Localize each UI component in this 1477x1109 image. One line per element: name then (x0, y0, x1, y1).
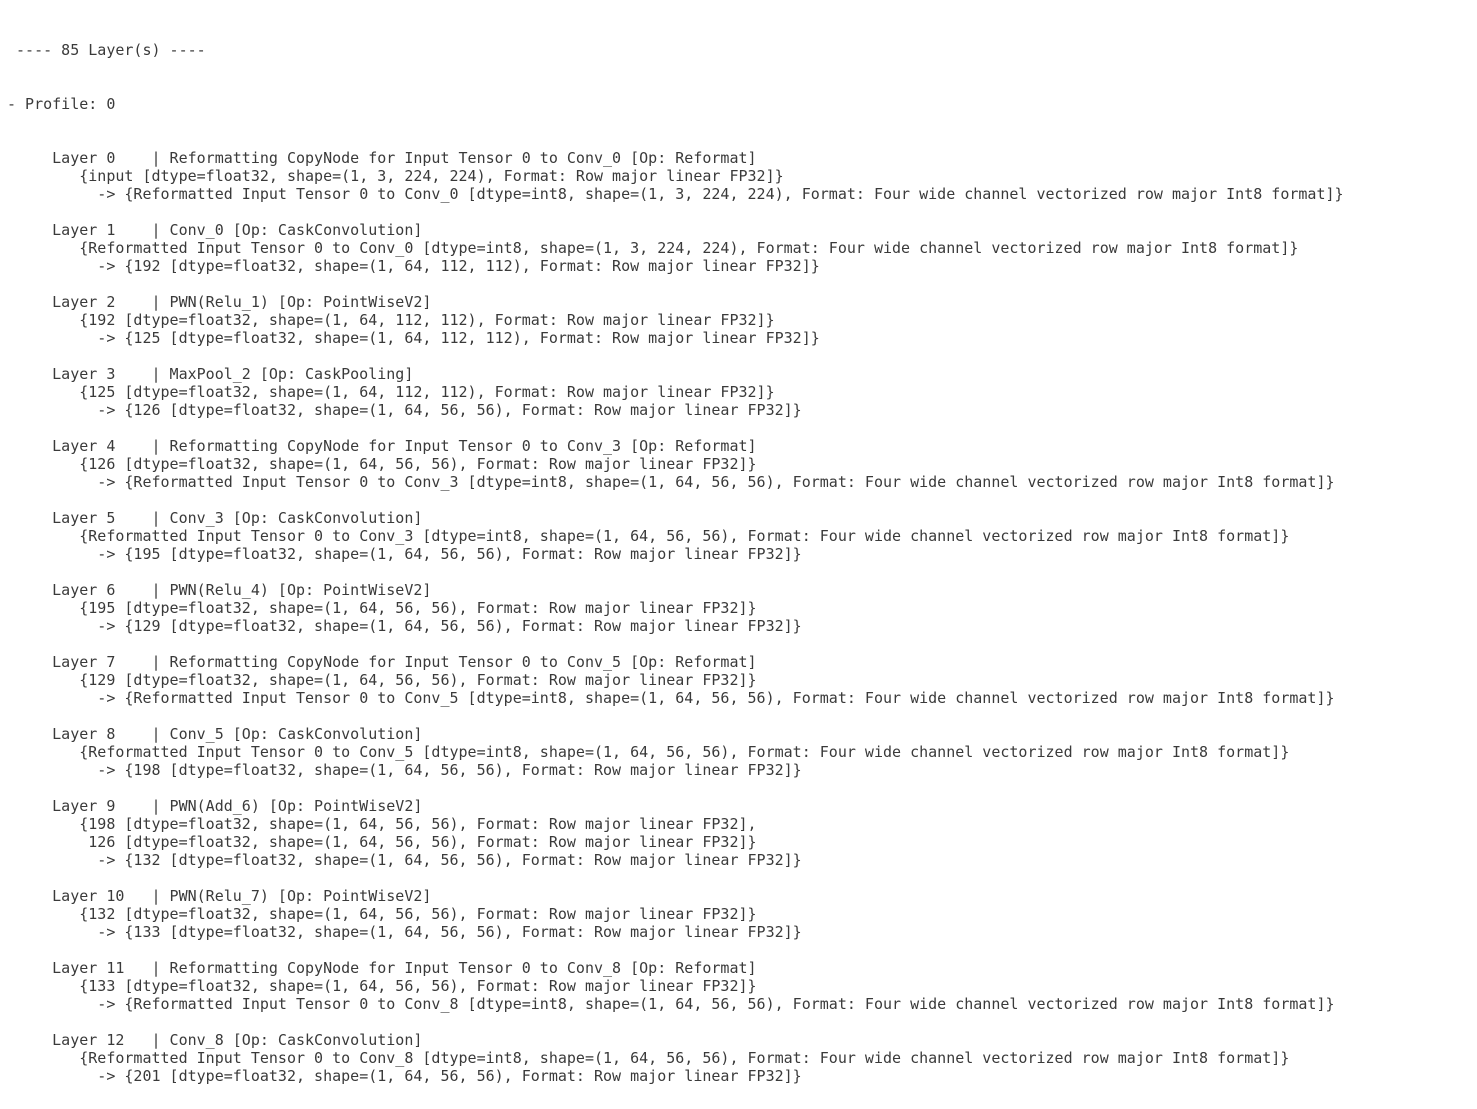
blank-line (7, 491, 1477, 509)
blank-line (7, 419, 1477, 437)
layer-title-line: Layer 5 | Conv_3 [Op: CaskConvolution] (52, 509, 423, 527)
layer-input-tensor-line: {Reformatted Input Tensor 0 to Conv_5 [dtype=int8, shape=(1, 64, 56, 56), Format: Four wide channel vectorized row major Int8 format]} (79, 743, 1290, 761)
layer-output-tensor-line: -> {192 [dtype=float32, shape=(1, 64, 112, 112), Format: Row major linear FP32]} (97, 257, 820, 275)
blank-line (7, 347, 1477, 365)
layer-input-tensor-line: {126 [dtype=float32, shape=(1, 64, 56, 56), Format: Row major linear FP32]} (79, 455, 757, 473)
layer-output-tensor-line: -> {129 [dtype=float32, shape=(1, 64, 56, 56), Format: Row major linear FP32]} (97, 617, 802, 635)
blank-line (7, 203, 1477, 221)
layer-title-line: Layer 1 | Conv_0 [Op: CaskConvolution] (52, 221, 423, 239)
layer-input-tensor-line: {Reformatted Input Tensor 0 to Conv_8 [dtype=int8, shape=(1, 64, 56, 56), Format: Four wide channel vectorized row major Int8 format]} (79, 1049, 1290, 1067)
blank-line (7, 779, 1477, 797)
layer-input-tensor-line: {Reformatted Input Tensor 0 to Conv_0 [dtype=int8, shape=(1, 3, 224, 224), Format: Four wide channel vectorized row major Int8 format]} (79, 239, 1299, 257)
layer-output-tensor-line: -> {201 [dtype=float32, shape=(1, 64, 56, 56), Format: Row major linear FP32]} (97, 1067, 802, 1085)
blank-line (7, 275, 1477, 293)
layer-title-line: Layer 3 | MaxPool_2 [Op: CaskPooling] (52, 365, 414, 383)
layer-title-line: Layer 2 | PWN(Relu_1) [Op: PointWiseV2] (52, 293, 432, 311)
layer-title-line: Layer 11 | Reformatting CopyNode for Input Tensor 0 to Conv_8 [Op: Reformat] (52, 959, 757, 977)
layer-input-tensor-line: {input [dtype=float32, shape=(1, 3, 224, 224), Format: Row major linear FP32]} (79, 167, 784, 185)
layer-output-tensor-line: -> {198 [dtype=float32, shape=(1, 64, 56, 56), Format: Row major linear FP32]} (97, 761, 802, 779)
layer-output-tensor-line: -> {125 [dtype=float32, shape=(1, 64, 112, 112), Format: Row major linear FP32]} (97, 329, 820, 347)
layer-output-tensor-line: -> {Reformatted Input Tensor 0 to Conv_8 [dtype=int8, shape=(1, 64, 56, 56), Format: Four wide channel vectorized row major Int8 format]} (97, 995, 1335, 1013)
blank-line (7, 869, 1477, 887)
layer-title-line: Layer 10 | PWN(Relu_7) [Op: PointWiseV2] (52, 887, 432, 905)
layer-input-tensor-line: {129 [dtype=float32, shape=(1, 64, 56, 56), Format: Row major linear FP32]} (79, 671, 757, 689)
layer-input-tensor-line: {125 [dtype=float32, shape=(1, 64, 112, 112), Format: Row major linear FP32]} (79, 383, 775, 401)
layer-title-line: Layer 9 | PWN(Add_6) [Op: PointWiseV2] (52, 797, 423, 815)
layer-title-line: Layer 12 | Conv_8 [Op: CaskConvolution] (52, 1031, 423, 1049)
layer-output-tensor-line: -> {133 [dtype=float32, shape=(1, 64, 56, 56), Format: Row major linear FP32]} (97, 923, 802, 941)
layer-output-tensor-line: -> {132 [dtype=float32, shape=(1, 64, 56, 56), Format: Row major linear FP32]} (97, 851, 802, 869)
layer-output-tensor-line: -> {Reformatted Input Tensor 0 to Conv_5 [dtype=int8, shape=(1, 64, 56, 56), Format: Four wide channel vectorized row major Int8 format]} (97, 689, 1335, 707)
profile-header: - Profile: 0 (7, 95, 116, 113)
blank-line (7, 563, 1477, 581)
layer-input-tensor-line: {133 [dtype=float32, shape=(1, 64, 56, 56), Format: Row major linear FP32]} (79, 977, 757, 995)
layer-input-tensor-line: {195 [dtype=float32, shape=(1, 64, 56, 56), Format: Row major linear FP32]} (79, 599, 757, 617)
layer-output-tensor-line: -> {Reformatted Input Tensor 0 to Conv_0 [dtype=int8, shape=(1, 3, 224, 224), Format: Four wide channel vectorized row major Int8 format]} (97, 185, 1344, 203)
blank-line (7, 1013, 1477, 1031)
layer-title-line: Layer 8 | Conv_5 [Op: CaskConvolution] (52, 725, 423, 743)
blank-line (7, 707, 1477, 725)
blank-line (7, 941, 1477, 959)
layer-output-tensor-line: -> {126 [dtype=float32, shape=(1, 64, 56, 56), Format: Row major linear FP32]} (97, 401, 802, 419)
layer-input-tensor-line: {Reformatted Input Tensor 0 to Conv_3 [dtype=int8, shape=(1, 64, 56, 56), Format: Four wide channel vectorized row major Int8 format]} (79, 527, 1290, 545)
layer-input-tensor-line: {198 [dtype=float32, shape=(1, 64, 56, 56), Format: Row major linear FP32], (79, 815, 757, 833)
layer-title-line: Layer 4 | Reformatting CopyNode for Input Tensor 0 to Conv_3 [Op: Reformat] (52, 437, 757, 455)
layer-count-header: ---- 85 Layer(s) ---- (7, 41, 206, 59)
layer-input-tensor-line: {192 [dtype=float32, shape=(1, 64, 112, 112), Format: Row major linear FP32]} (79, 311, 775, 329)
layer-output-tensor-line: -> {Reformatted Input Tensor 0 to Conv_3 [dtype=int8, shape=(1, 64, 56, 56), Format: Four wide channel vectorized row major Int8 format]} (97, 473, 1335, 491)
layer-input-tensor-line: 126 [dtype=float32, shape=(1, 64, 56, 56), Format: Row major linear FP32]} (88, 833, 757, 851)
layer-title-line: Layer 7 | Reformatting CopyNode for Input Tensor 0 to Conv_5 [Op: Reformat] (52, 653, 757, 671)
layer-input-tensor-line: {132 [dtype=float32, shape=(1, 64, 56, 56), Format: Row major linear FP32]} (79, 905, 757, 923)
layer-list (7, 149, 1477, 1085)
layer-output-tensor-line: -> {195 [dtype=float32, shape=(1, 64, 56, 56), Format: Row major linear FP32]} (97, 545, 802, 563)
layer-title-line: Layer 6 | PWN(Relu_4) [Op: PointWiseV2] (52, 581, 432, 599)
layer-title-line: Layer 0 | Reformatting CopyNode for Input Tensor 0 to Conv_0 [Op: Reformat] (52, 149, 757, 167)
blank-line (7, 635, 1477, 653)
